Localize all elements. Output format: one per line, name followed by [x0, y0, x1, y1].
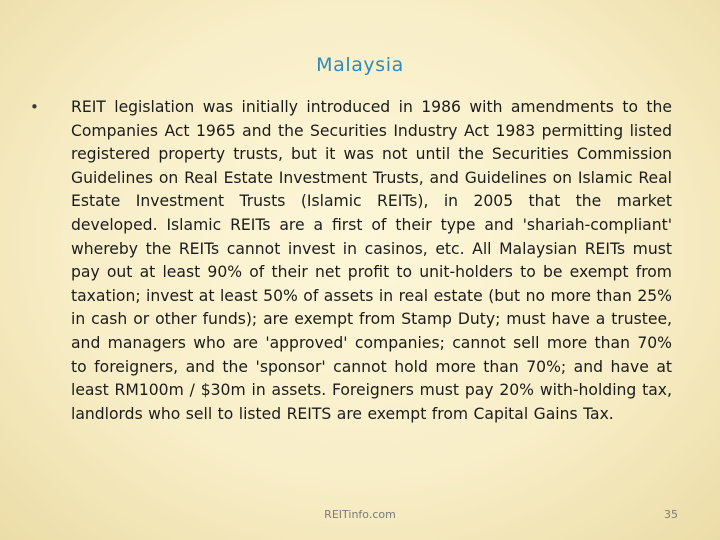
- page-number: 35: [664, 508, 678, 521]
- bullet-list: [30, 96, 672, 426]
- slide-title: Malaysia: [316, 54, 404, 76]
- bullet-body-text: REIT legislation was initially introduced in 1986 with amendments to the Companies Act 1965 and the Securities Industry Act 1983 permitting listed registered property trusts, but it was not until the Securities Commission Guidelines on Real Estate Investment Trusts, and Guidelines on Islamic Real Estate Investment Trusts (Islamic REITs), in 2005 that the market developed. Islamic REITs are a first of their type and 'shariah-compliant' whereby the REITs cannot invest in casinos, etc. All Malaysian REITs must pay out at least 90% of their net profit to unit-holders to be exempt from taxation; invest at least 50% of assets in real estate (but no more than 25% in cash or other funds); are exempt from Stamp Duty; must have a trustee, and managers who are 'approved' companies; cannot sell more than 70% to foreigners, and the 'sponsor' cannot hold more than 70%; and have at least RM100m / $30m in assets. Foreigners must pay 20% with-holding tax, landlords who sell to listed REITS are exempt from Capital Gains Tax.: [71, 98, 672, 423]
- footer-source: REITinfo.com: [324, 508, 396, 521]
- bullet-marker: •: [30, 98, 39, 116]
